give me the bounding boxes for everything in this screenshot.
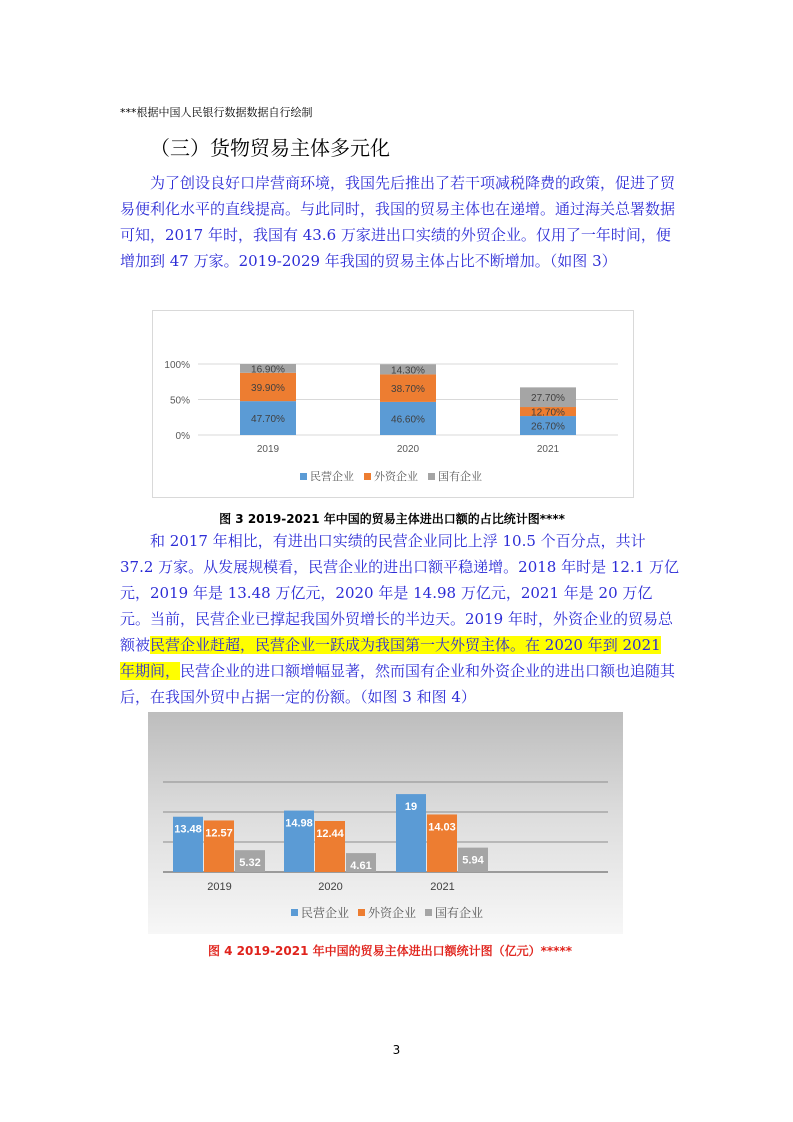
data-label: 14.30% (391, 365, 425, 377)
legend-swatch (358, 909, 365, 916)
x-tick-label: 2019 (256, 444, 280, 455)
legend-swatch (428, 473, 435, 480)
legend-label: 外资企业 (374, 471, 418, 483)
data-label: 27.70% (531, 393, 565, 405)
section-title: （三）货物贸易主体多元化 (150, 136, 390, 160)
legend-label: 外资企业 (368, 906, 417, 920)
data-label: 38.70% (391, 384, 425, 396)
data-label: 39.90% (251, 382, 285, 394)
paragraph-1-text: 为了创设良好口岸营商环境，我国先后推出了若干项减税降费的政策，促进了贸易便利化水平的直线提高。与此同时，我国的贸易主体也在递增。通过海关总署数据可知，2017 年时，我国有 43.6 万家进出口实绩的外贸企业。仅用了一年时间，便增加到 47 万家。2019-2029 年我国的贸易主体占比不断增加。（如图 3） (120, 174, 676, 270)
data-label: 5.32 (239, 857, 261, 870)
paragraph-2 (120, 528, 680, 710)
data-label: 47.70% (251, 414, 285, 426)
source-note: ***根据中国人民银行数据数据自行绘制 (120, 106, 313, 119)
data-label: 16.90% (251, 364, 285, 376)
x-tick-label: 2020 (318, 881, 343, 893)
legend-swatch (364, 473, 371, 480)
page-number: 3 (392, 1043, 401, 1057)
legend-swatch (291, 909, 298, 916)
legend-label: 民营企业 (301, 906, 350, 920)
legend-label: 民营企业 (310, 471, 354, 483)
paragraph-2-text-a: 和 2017 年相比，有进出口实绩的民营企业同比上浮 10.5 个百分点，共计 37.2 万家。从发展规模看，民营企业的进出口额平稳递增。2018 年时是 12.1 万亿元，2019 年是 13.48 万亿元，2020 年是 14.98 万亿元，2021 年是 20 万亿元。当前，民营企业已撑起我国外贸增长的半边天。2019 年时，外资企业的贸易总额被 (120, 532, 680, 654)
data-label: 12.57 (205, 827, 233, 840)
x-tick-label: 2021 (430, 881, 455, 893)
y-tick-label: 0% (175, 431, 190, 442)
figure-4-caption: 图 4 2019-2021 年中国的贸易主体进出口额统计图（亿元）***** (207, 944, 573, 958)
data-label: 5.94 (462, 854, 484, 867)
data-label: 13.48 (174, 823, 202, 836)
legend-swatch (300, 473, 307, 480)
data-label: 12.44 (316, 827, 344, 840)
chart-3 (153, 311, 633, 497)
chart-3-container (152, 310, 634, 498)
data-label: 12.70% (531, 407, 565, 419)
chart-4 (148, 712, 623, 934)
data-label: 14.98 (285, 817, 313, 830)
chart-4-container (148, 712, 623, 934)
legend-swatch (425, 909, 432, 916)
legend-label: 国有企业 (435, 906, 484, 920)
y-tick-label: 50% (169, 395, 190, 407)
data-label: 4.61 (350, 860, 372, 873)
x-tick-label: 2019 (207, 881, 232, 893)
figure-3-caption: 图 3 2019-2021 年中国的贸易主体进出口额的占比统计图**** (219, 512, 565, 526)
paragraph-2-text-b: 民营企业的进口额增幅显著，然而国有企业和外资企业的进出口额也追随其后，在我国外贸中占据一定的份额。（如图 3 和图 4） (120, 662, 676, 706)
data-label: 26.70% (531, 421, 565, 433)
paragraph-1 (120, 170, 680, 274)
x-tick-label: 2021 (536, 444, 560, 455)
data-label: 46.60% (391, 414, 425, 426)
data-label: 19 (404, 801, 418, 814)
paragraph-2-highlight: 民营企业赶超，民营企业一跃成为我国第一大外贸主体。在 2020 年到 2021 年期间， (120, 636, 661, 680)
x-tick-label: 2020 (396, 444, 420, 455)
data-label: 14.03 (428, 821, 456, 834)
legend-label: 国有企业 (438, 471, 482, 483)
y-tick-label: 100% (164, 360, 190, 371)
